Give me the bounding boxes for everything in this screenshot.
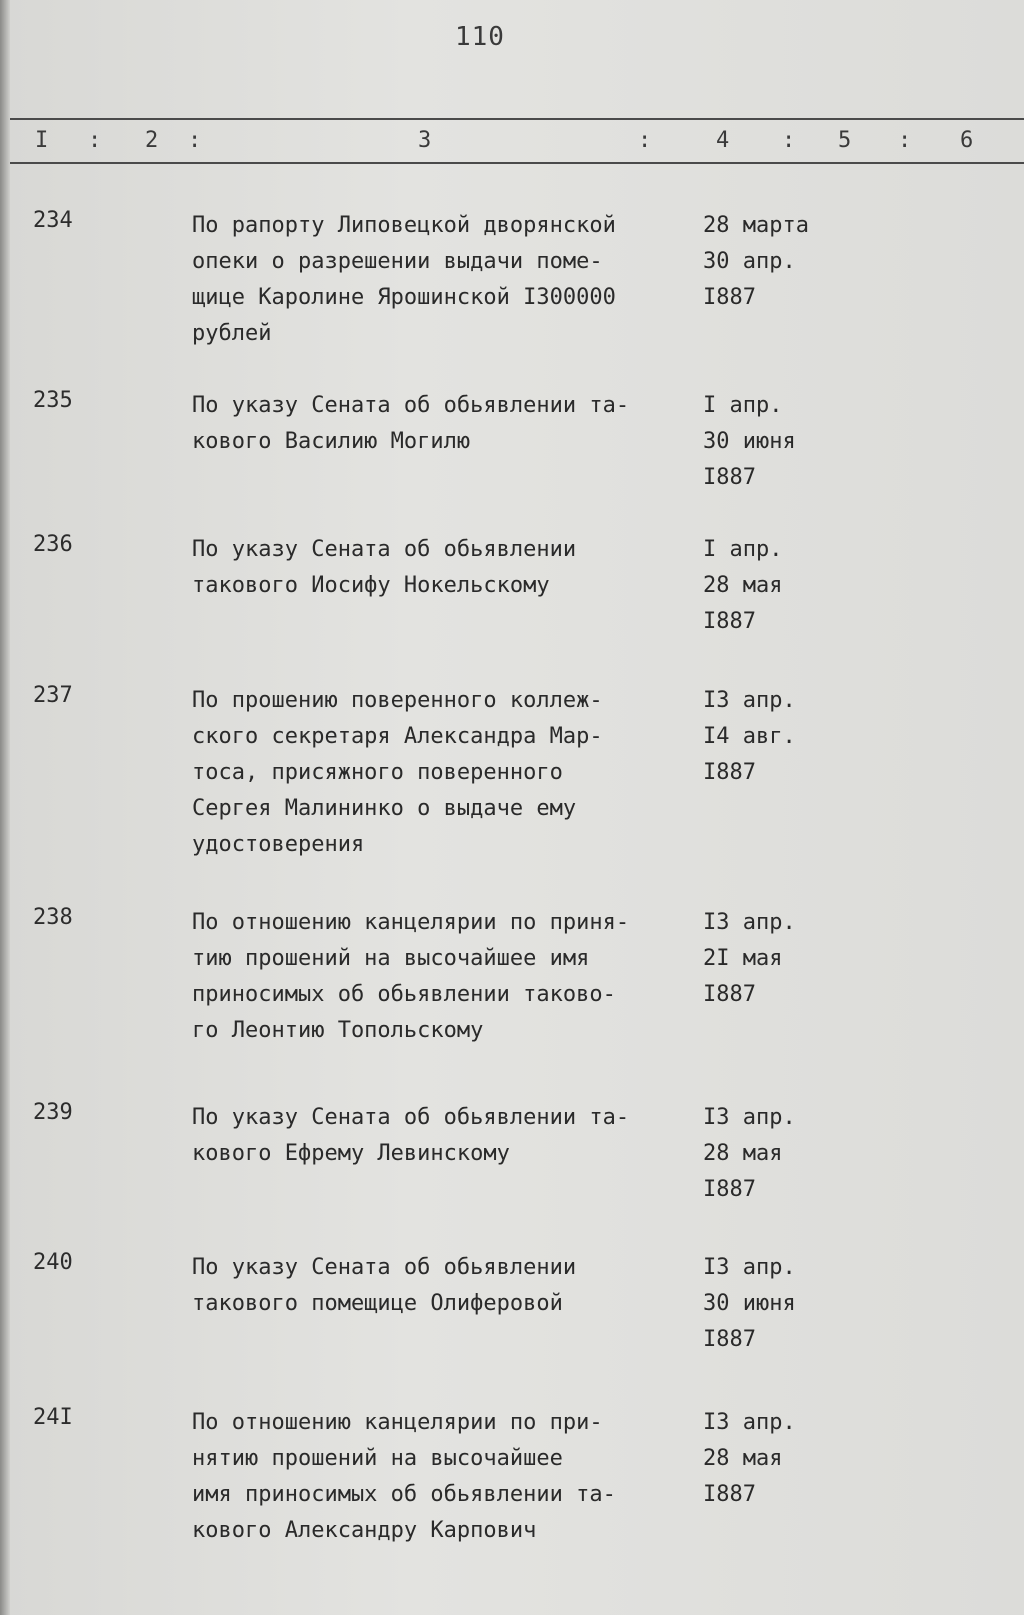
description-line: кового Ефрему Левинскому [192, 1141, 510, 1166]
date-year: I887 [703, 1482, 756, 1507]
record-number: 236 [33, 532, 73, 557]
date-year: I887 [703, 1177, 756, 1202]
description-line: По указу Сената об обьявлении [192, 1255, 577, 1280]
date-year: I887 [703, 1327, 756, 1352]
date-end: 28 мая [703, 1141, 783, 1166]
column-separator: : [782, 128, 796, 153]
date-start: 28 марта [703, 213, 809, 238]
date-year: I887 [703, 465, 756, 490]
column-separator: : [88, 128, 102, 153]
column-number-5: 5 [838, 128, 852, 153]
record-dates [703, 532, 843, 640]
description-line: такового Иосифу Нокельскому [192, 573, 550, 598]
description-line: По указу Сената об обьявлении та- [192, 1105, 630, 1130]
record-description [192, 208, 692, 352]
description-line: щице Каролине Ярошинской I300000 [192, 285, 616, 310]
record-number: 237 [33, 683, 73, 708]
record-description [192, 388, 692, 460]
description-line: кового Александру Карпович [192, 1518, 537, 1543]
record-dates [703, 905, 843, 1013]
record-number: 240 [33, 1250, 73, 1275]
description-line: кового Василию Могилю [192, 429, 471, 454]
description-line: По отношению канцелярии по при- [192, 1410, 603, 1435]
record-dates [703, 208, 843, 316]
description-line: тию прошений на высочайшее имя [192, 946, 590, 971]
description-line: По указу Сената об обьявлении та- [192, 393, 630, 418]
record-number: 235 [33, 388, 73, 413]
record-description [192, 683, 692, 863]
description-line: нятию прошений на высочайшее [192, 1446, 563, 1471]
date-end: 2I мая [703, 946, 783, 971]
description-line: По указу Сената об обьявлении [192, 537, 577, 562]
column-separator: : [638, 128, 652, 153]
description-line: опеки о разрешении выдачи поме- [192, 249, 603, 274]
description-line: Сергея Малининко о выдаче ему [192, 796, 577, 821]
date-end: 30 июня [703, 429, 796, 454]
column-separator: : [898, 128, 912, 153]
record-dates [703, 1405, 843, 1513]
column-number-4: 4 [716, 128, 730, 153]
date-start: I апр. [703, 537, 783, 562]
column-number-3: 3 [418, 128, 432, 153]
description-line: имя приносимых об обьявлении та- [192, 1482, 616, 1507]
record-number: 234 [33, 208, 73, 233]
date-end: 28 мая [703, 573, 783, 598]
record-dates [703, 683, 843, 791]
column-number-2: 2 [145, 128, 159, 153]
description-line: По рапорту Липовецкой дворянской [192, 213, 616, 238]
record-number: 238 [33, 905, 73, 930]
date-start: I апр. [703, 393, 783, 418]
date-start: I3 апр. [703, 688, 796, 713]
record-number: 239 [33, 1100, 73, 1125]
record-description [192, 532, 692, 604]
description-line: тоса, присяжного поверенного [192, 760, 563, 785]
description-line: ского секретаря Александра Мар- [192, 724, 603, 749]
date-year: I887 [703, 760, 756, 785]
description-line: По отношению канцелярии по приня- [192, 910, 630, 935]
date-end: 28 мая [703, 1446, 783, 1471]
description-line: го Леонтию Топольскому [192, 1018, 484, 1043]
date-end: 30 апр. [703, 249, 796, 274]
date-start: I3 апр. [703, 1105, 796, 1130]
record-dates [703, 1250, 843, 1358]
description-line: такового помещице Олиферовой [192, 1291, 563, 1316]
date-year: I887 [703, 982, 756, 1007]
date-start: I3 апр. [703, 1255, 796, 1280]
record-description [192, 1405, 692, 1549]
description-line: удостоверения [192, 832, 365, 857]
record-number: 24I [33, 1405, 73, 1430]
page-edge-shadow [0, 0, 10, 1615]
record-description [192, 905, 692, 1049]
header-rule-bottom [10, 162, 1024, 164]
date-start: I3 апр. [703, 910, 796, 935]
description-line: рублей [192, 321, 272, 346]
record-description [192, 1100, 692, 1172]
description-line: По прошению поверенного коллеж- [192, 688, 603, 713]
date-year: I887 [703, 285, 756, 310]
record-description [192, 1250, 692, 1322]
column-separator: : [188, 128, 202, 153]
column-header-row [10, 128, 1024, 160]
header-rule-top [10, 118, 1024, 120]
date-start: I3 апр. [703, 1410, 796, 1435]
record-dates [703, 1100, 843, 1208]
column-number-1: I [35, 128, 49, 153]
column-number-6: 6 [960, 128, 974, 153]
record-dates [703, 388, 843, 496]
page-number: 110 [455, 22, 505, 52]
date-end: I4 авг. [703, 724, 796, 749]
description-line: приносимых об обьявлении таково- [192, 982, 616, 1007]
date-end: 30 июня [703, 1291, 796, 1316]
date-year: I887 [703, 609, 756, 634]
